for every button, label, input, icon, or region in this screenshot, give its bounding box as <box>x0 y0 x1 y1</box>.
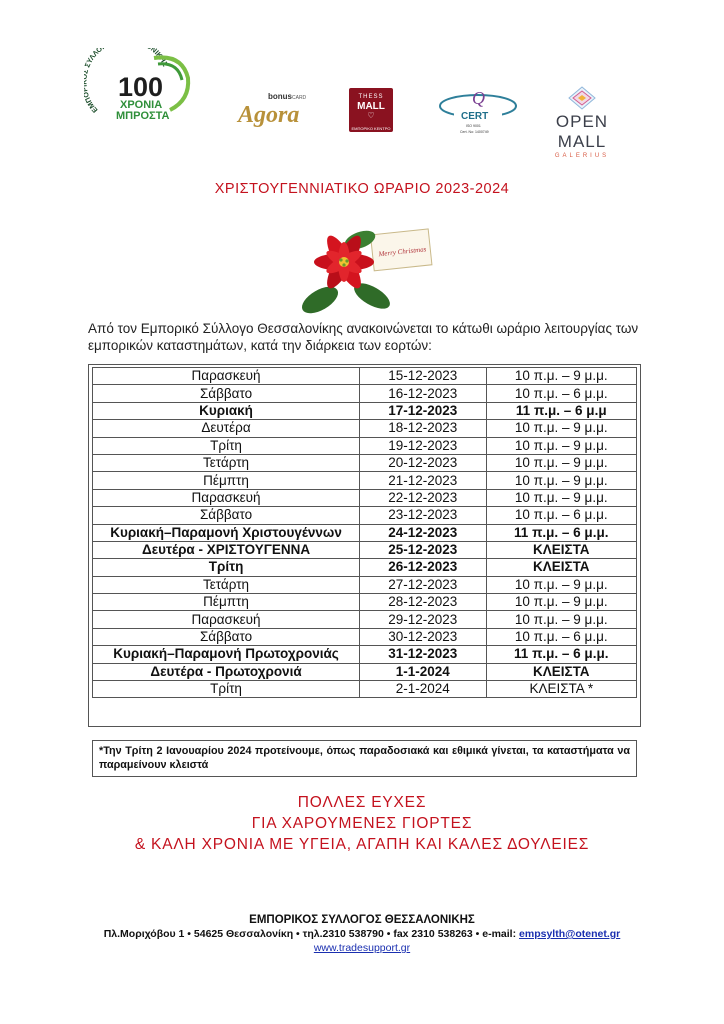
merry-christmas-card: Merry Christmas <box>378 245 427 259</box>
intro-paragraph: Από τον Εμπορικό Σύλλογο Θεσσαλονίκης ανακοινώνεται το κάτωθι ωράριο λειτουργίας των εμπορικών καταστημάτων, κατά την διάρκεια των εορτών: <box>88 321 639 353</box>
schedule-date-cell: 27-12-2023 <box>360 576 486 593</box>
schedule-hours-cell: 11 π.μ. – 6 μ.μ. <box>486 524 636 541</box>
schedule-row <box>93 489 637 506</box>
schedule-hours-cell: ΚΛΕΙΣΤΑ <box>486 541 636 558</box>
schedule-day-cell: Κυριακή–Παραμονή Χριστουγέννων <box>93 524 360 541</box>
schedule-row <box>93 420 637 437</box>
schedule-row <box>93 559 637 576</box>
bonus-card-agora-logo <box>234 88 314 132</box>
footer-email-link[interactable]: empsylth@otenet.gr <box>519 928 621 940</box>
schedule-hours-cell: 11 π.μ. – 6 μ.μ. <box>486 646 636 663</box>
heart-icon: ♡ <box>367 111 375 120</box>
svg-text:Q: Q <box>472 88 485 108</box>
agora-card-label: CARD <box>292 95 307 101</box>
footer-contact <box>0 927 724 941</box>
schedule-row <box>93 472 637 489</box>
footer-address: Πλ.Μοριχόβου 1 • 54625 Θεσσαλονίκη • τηλ.2310 538790 • fax 2310 538263 • e-mail: <box>103 928 520 940</box>
schedule-row <box>93 507 637 524</box>
schedule-date-cell: 1-1-2024 <box>360 663 486 680</box>
schedule-hours-cell: 10 π.μ. – 9 μ.μ. <box>486 420 636 437</box>
wishes-line-1: ΠΟΛΛΕΣ ΕΥΧΕΣ <box>297 794 427 811</box>
schedule-row <box>93 681 637 698</box>
schedule-date-cell: 22-12-2023 <box>360 489 486 506</box>
schedule-day-cell: Τετάρτη <box>93 454 360 471</box>
open-mall-logo <box>530 86 634 159</box>
schedule-row <box>93 368 637 385</box>
schedule-day-cell: Δευτέρα <box>93 420 360 437</box>
schedule-date-cell: 29-12-2023 <box>360 611 486 628</box>
poinsettia-illustration <box>290 220 440 320</box>
wishes-line-3: & ΚΑΛΗ ΧΡΟΝΙΑ ΜΕ ΥΓΕΙΑ, ΑΓΑΠΗ ΚΑΙ ΚΑΛΕΣ ΔΟΥΛΕΙΕΣ <box>134 836 590 853</box>
footnote-box: *Την Τρίτη 2 Ιανουαρίου 2024 προτείνουμε, όπως παραδοσιακά και εθιμικά γίνεται, τα καταστήματα να παραμείνουν κλειστά <box>92 740 637 777</box>
schedule-hours-cell: 10 π.μ. – 9 μ.μ. <box>486 454 636 471</box>
schedule-hours-cell: 10 π.μ. – 9 μ.μ. <box>486 576 636 593</box>
agora-bonus-label: bonus <box>268 92 292 101</box>
schedule-day-cell: Πέμπτη <box>93 472 360 489</box>
schedule-row <box>93 402 637 419</box>
schedule-table <box>92 367 637 698</box>
logo-100-line1: ΧΡΟΝΙΑ <box>120 99 163 111</box>
schedule-hours-cell: ΚΛΕΙΣΤΑ * <box>486 681 636 698</box>
schedule-hours-cell: 10 π.μ. – 9 μ.μ. <box>486 472 636 489</box>
logo-100-line2: ΜΠΡΟΣΤΑ <box>116 110 170 122</box>
logo-arc-text: ΕΜ ΥΛΛΟ ΝΙΚΗΣ <box>84 48 170 115</box>
schedule-hours-cell: 10 π.μ. – 9 μ.μ. <box>486 368 636 385</box>
schedule-hours-cell: 10 π.μ. – 9 μ.μ. <box>486 437 636 454</box>
schedule-date-cell: 25-12-2023 <box>360 541 486 558</box>
logo-100-number: 100 <box>118 72 164 102</box>
schedule-hours-cell: 10 π.μ. – 6 μ.μ. <box>486 385 636 402</box>
schedule-day-cell: Κυριακή–Παραμονή Πρωτοχρονιάς <box>93 646 360 663</box>
association-100-years-logo <box>84 48 196 148</box>
schedule-day-cell: Σάββατο <box>93 507 360 524</box>
page-title: ΧΡΙΣΤΟΥΓΕΝΝΙΑΤΙΚΟ ΩΡΑΡΙΟ 2023-2024 <box>214 181 510 197</box>
schedule-date-cell: 26-12-2023 <box>360 559 486 576</box>
schedule-row <box>93 385 637 402</box>
schedule-day-cell: Παρασκευή <box>93 489 360 506</box>
schedule-day-cell: Σάββατο <box>93 385 360 402</box>
schedule-hours-cell: 10 π.μ. – 6 μ.μ. <box>486 507 636 524</box>
schedule-hours-cell: 10 π.μ. – 6 μ.μ. <box>486 628 636 645</box>
schedule-date-cell: 31-12-2023 <box>360 646 486 663</box>
schedule-date-cell: 15-12-2023 <box>360 368 486 385</box>
cert-sub2: Cert. No: 1400749 <box>460 130 489 134</box>
schedule-date-cell: 19-12-2023 <box>360 437 486 454</box>
schedule-date-cell: 30-12-2023 <box>360 628 486 645</box>
schedule-hours-cell: 10 π.μ. – 9 μ.μ. <box>486 611 636 628</box>
cert-sub: ISO 9001 <box>466 124 481 128</box>
schedule-row <box>93 594 637 611</box>
open-mall-name: OPEN MALL <box>555 112 609 151</box>
wishes-line-2: ΓΙΑ ΧΑΡΟΥΜΕΝΕΣ ΓΙΟΡΤΕΣ <box>251 815 473 832</box>
cert-name: CERT <box>461 111 489 122</box>
footer <box>0 913 724 955</box>
schedule-date-cell: 23-12-2023 <box>360 507 486 524</box>
schedule-day-cell: Τρίτη <box>93 559 360 576</box>
schedule-day-cell: Παρασκευή <box>93 611 360 628</box>
schedule-row <box>93 628 637 645</box>
agora-word: Agora <box>238 102 300 128</box>
schedule-day-cell: Δευτέρα - ΧΡΙΣΤΟΥΓΕΝΝΑ <box>93 541 360 558</box>
partner-logos <box>0 48 724 159</box>
schedule-day-cell: Κυριακή <box>93 402 360 419</box>
footer-website-link[interactable]: www.tradesupport.gr <box>313 942 411 954</box>
schedule-day-cell: Δευτέρα - Πρωτοχρονιά <box>93 663 360 680</box>
schedule-date-cell: 28-12-2023 <box>360 594 486 611</box>
thess-mall-top: THESS <box>358 94 384 100</box>
open-mall-sub: GALERIUS <box>554 153 610 159</box>
schedule-date-cell: 2-1-2024 <box>360 681 486 698</box>
schedule-row <box>93 437 637 454</box>
schedule-row <box>93 611 637 628</box>
schedule-row <box>93 524 637 541</box>
schedule-day-cell: Τρίτη <box>93 681 360 698</box>
schedule-hours-cell: ΚΛΕΙΣΤΑ <box>486 663 636 680</box>
schedule-date-cell: 21-12-2023 <box>360 472 486 489</box>
open-mall-diamond-icon <box>567 86 597 110</box>
q-cert-logo <box>436 82 520 140</box>
thess-mall-sub: ΕΜΠΟΡΙΚΟ ΚΕΝΤΡΟ <box>351 126 391 131</box>
schedule-row <box>93 663 637 680</box>
schedule-date-cell: 17-12-2023 <box>360 402 486 419</box>
schedule-date-cell: 20-12-2023 <box>360 454 486 471</box>
schedule-row <box>93 454 637 471</box>
footer-organization: ΕΜΠΟΡΙΚΟΣ ΣΥΛΛΟΓΟΣ ΘΕΣΣΑΛΟΝΙΚΗΣ <box>249 914 475 926</box>
schedule-hours-cell: 10 π.μ. – 9 μ.μ. <box>486 489 636 506</box>
thess-mall-name: MALL <box>357 101 385 112</box>
schedule-date-cell: 18-12-2023 <box>360 420 486 437</box>
schedule-day-cell: Τρίτη <box>93 437 360 454</box>
schedule-day-cell: Πέμπτη <box>93 594 360 611</box>
schedule-hours-cell: 11 π.μ. – 6 μ.μ <box>486 402 636 419</box>
schedule-day-cell: Σάββατο <box>93 628 360 645</box>
schedule-row <box>93 541 637 558</box>
holiday-wishes <box>0 792 724 855</box>
schedule-hours-cell: 10 π.μ. – 9 μ.μ. <box>486 594 636 611</box>
schedule-hours-cell: ΚΛΕΙΣΤΑ <box>486 559 636 576</box>
schedule-row <box>93 576 637 593</box>
schedule-row <box>93 646 637 663</box>
thess-mall-logo <box>349 88 393 132</box>
schedule-date-cell: 16-12-2023 <box>360 385 486 402</box>
schedule-day-cell: Παρασκευή <box>93 368 360 385</box>
schedule-day-cell: Τετάρτη <box>93 576 360 593</box>
schedule-date-cell: 24-12-2023 <box>360 524 486 541</box>
